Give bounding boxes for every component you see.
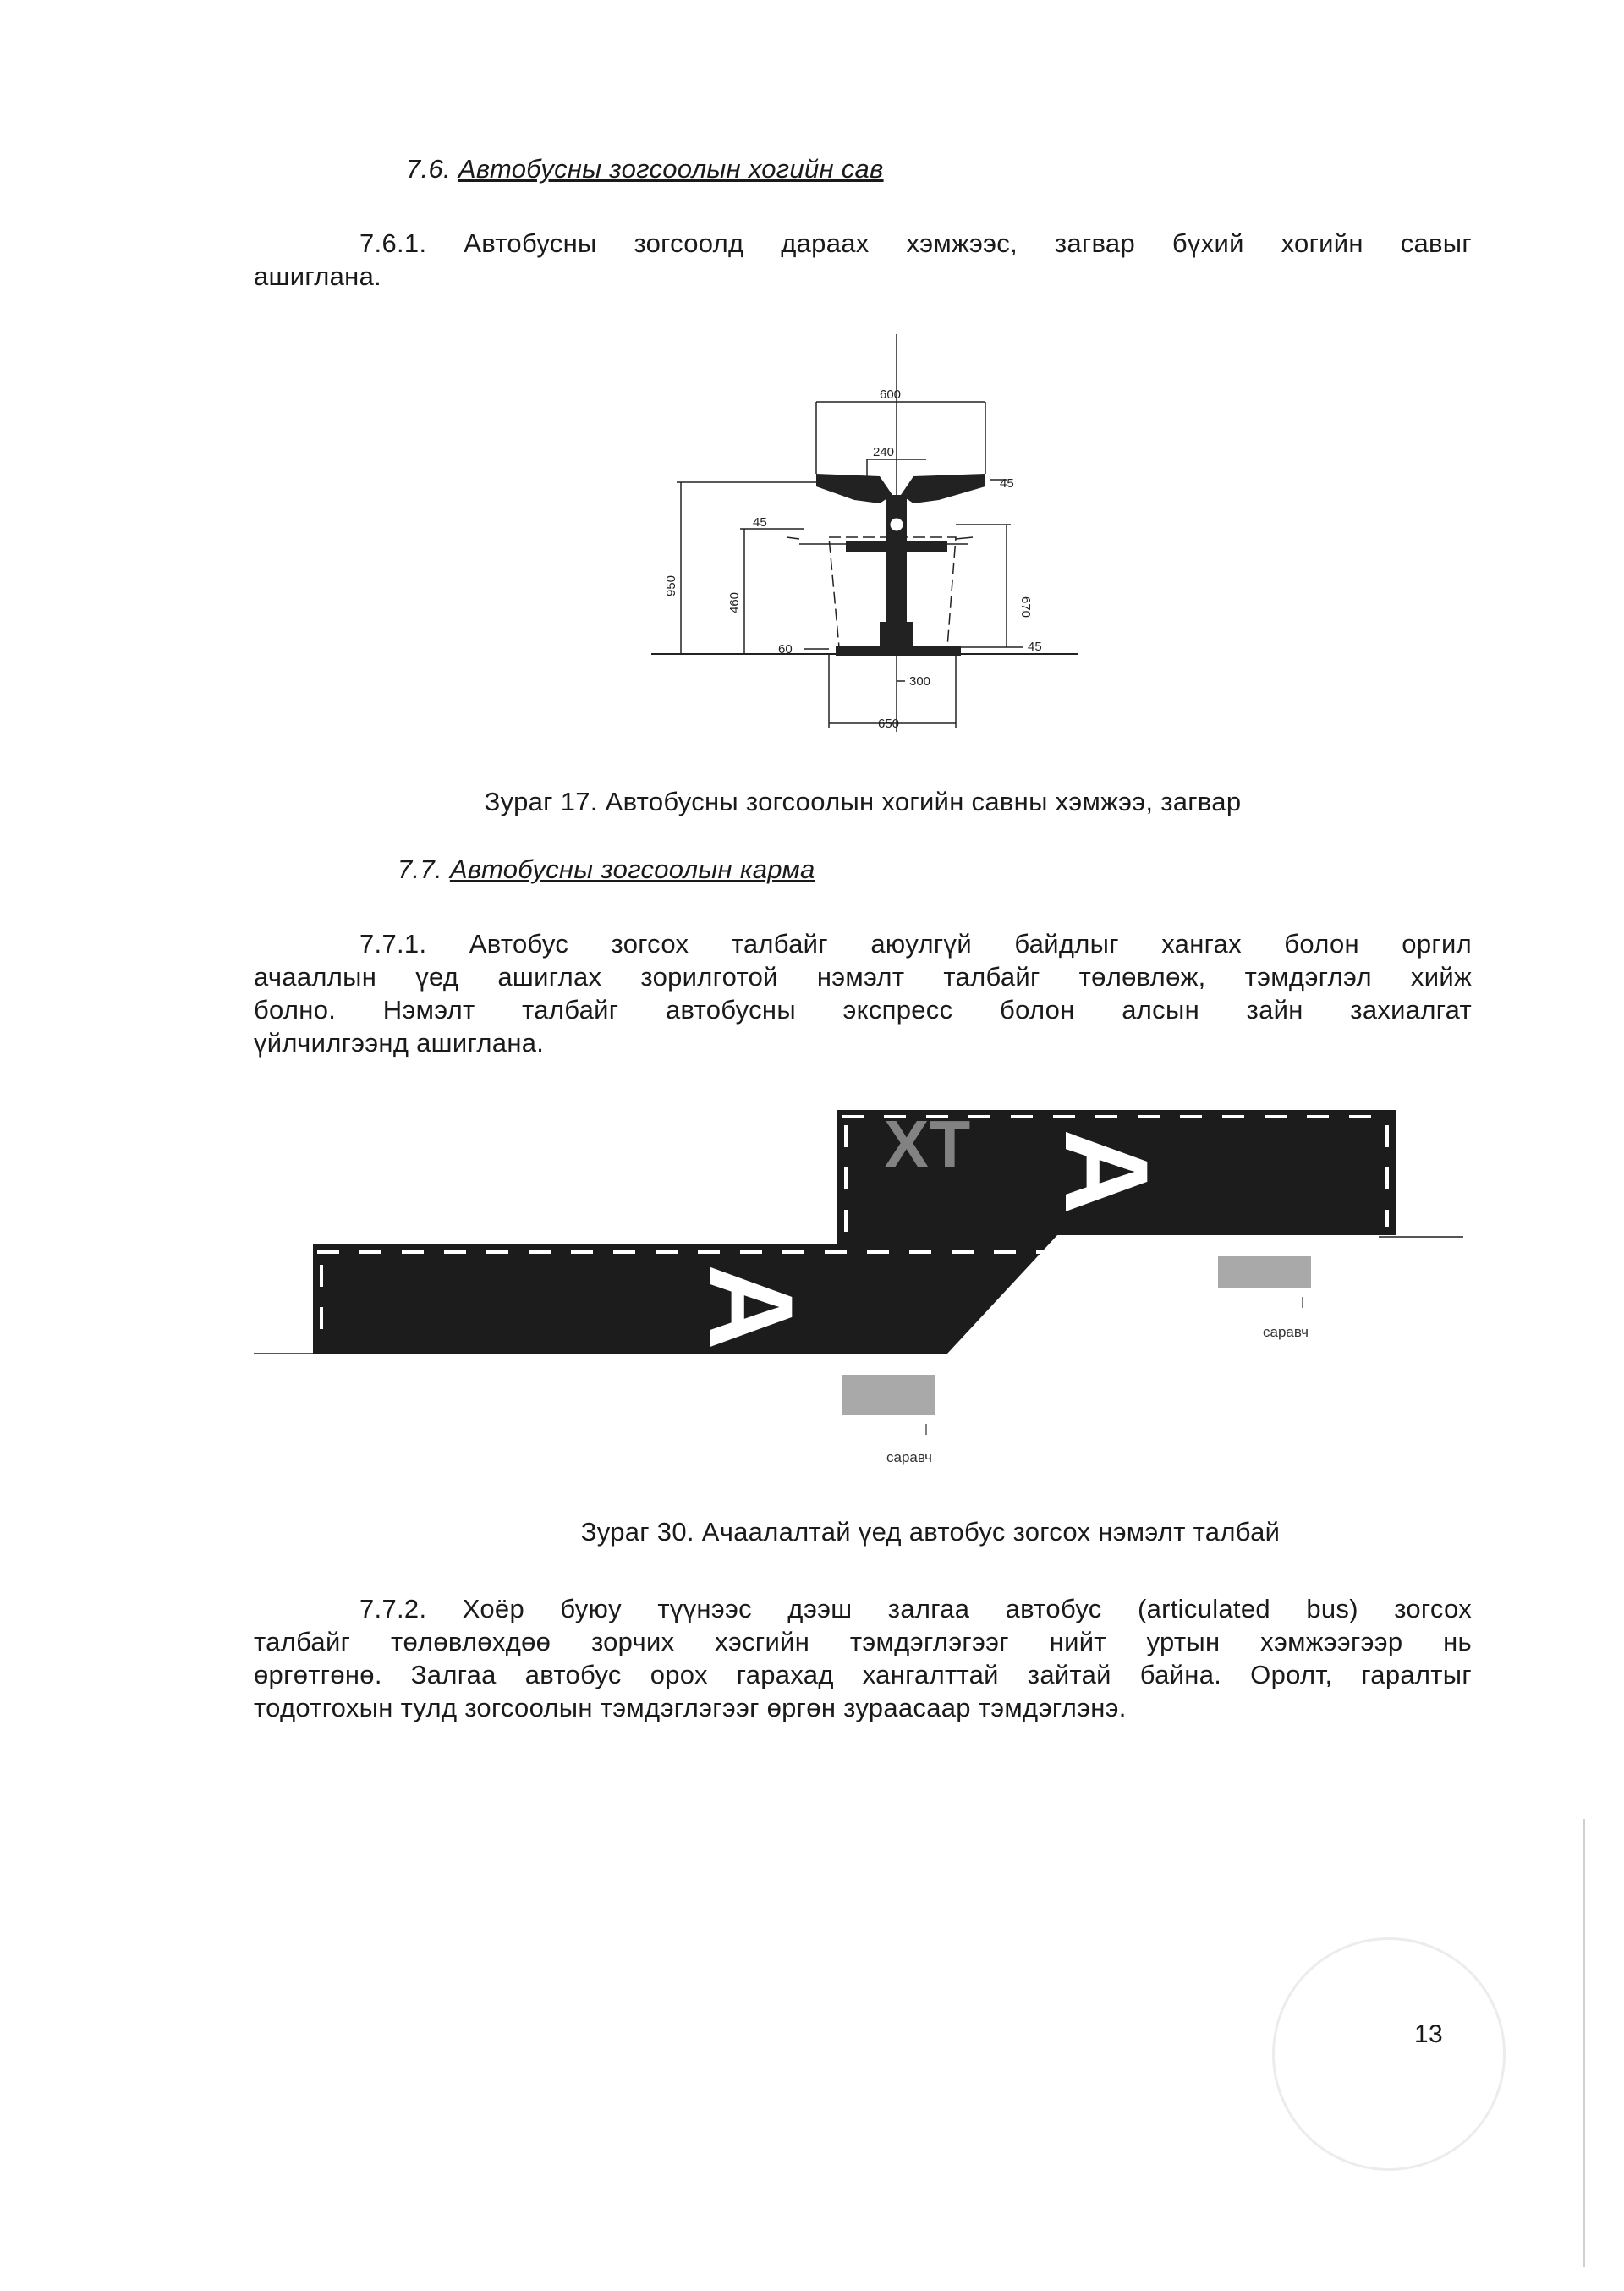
paragraph-line: 7.7.1. Автобус зогсох талбайг аюулгүй байдлыг хангах болон оргил xyxy=(359,929,1472,959)
shelter-label-left: саравч xyxy=(886,1449,932,1465)
dim-label: 670 xyxy=(1018,596,1033,618)
paragraph-line: үйлчилгээнд ашиглана. xyxy=(254,1028,545,1058)
section-number: 7.7. xyxy=(398,854,442,884)
paragraph-7-7-1 xyxy=(254,927,1472,1059)
paragraph-line: 7.7.2. Хоёр буюу түүнээс дээш залгаа автобус (articulated bus) зогсох xyxy=(359,1594,1472,1623)
dim-label: 460 xyxy=(727,591,742,613)
paragraph-line: өргөтгөнө. Залгаа автобус орох гарахад хангалттай зайтай байна. Оролт, гаралтыг xyxy=(254,1660,1472,1689)
paragraph-line: 7.6.1. Автобусны зогсоолд дараах хэмжээс, загвар бүхий хогийн савыг xyxy=(359,228,1472,258)
trash-bin-drawing xyxy=(651,334,1091,740)
road-surface xyxy=(313,1110,1396,1354)
section-heading-7-7 xyxy=(398,853,815,886)
section-heading-7-6 xyxy=(406,152,884,185)
paragraph-line: болно. Нэмэлт талбайг автобусны экспресс болон алсын зайн захиалгат xyxy=(254,995,1472,1025)
bus-bay-diagram xyxy=(245,1100,1489,1489)
shelter-label-right: саравч xyxy=(1263,1324,1309,1340)
paragraph-7-6-1 xyxy=(254,227,1472,293)
dim-label: 950 xyxy=(664,574,678,596)
dim-label: 600 xyxy=(880,387,902,402)
shelter-right xyxy=(1218,1256,1311,1288)
lane-letter-lower: A xyxy=(685,1264,818,1350)
lane-letter-upper: A xyxy=(1040,1129,1173,1215)
paragraph-line: ашиглана. xyxy=(254,261,382,291)
section-number: 7.6. xyxy=(406,154,451,184)
section-title: Автобусны зогсоолын хогийн сав xyxy=(458,154,884,184)
dim-label: 240 xyxy=(873,445,895,459)
section-title: Автобусны зогсоолын карма xyxy=(449,854,815,884)
page-number: 13 xyxy=(1414,2020,1443,2048)
figure-caption-17: Зураг 17. Автобусны зогсоолын хогийн савны хэмжээ, загвар xyxy=(484,787,1242,816)
watermark: XT xyxy=(884,1107,971,1182)
dim-label: 45 xyxy=(1028,640,1042,654)
scan-edge xyxy=(1583,1819,1585,2267)
figure-caption-30: Зураг 30. Ачаалалтай үед автобус зогсох нэмэлт талбай xyxy=(580,1517,1281,1547)
paragraph-line: талбайг төлөвлөхдөө зорчих хэсгийн тэмдэглэгээг нийт уртын хэмжээгээр нь xyxy=(254,1627,1472,1656)
paragraph-line: тодотгохын тулд зогсоолын тэмдэглэгээг өргөн зураасаар тэмдэглэнэ. xyxy=(254,1693,1127,1722)
paragraph-7-7-2 xyxy=(254,1592,1472,1724)
dim-label: 45 xyxy=(1000,476,1014,491)
dim-label: 60 xyxy=(778,642,793,657)
dim-label: 300 xyxy=(909,674,931,689)
shelter-left xyxy=(842,1375,935,1415)
paragraph-line: ачааллын үед ашиглах зорилготой нэмэлт талбайг төлөвлөж, тэмдэглэл хийж xyxy=(254,962,1472,992)
faint-stamp xyxy=(1272,1937,1506,2171)
dim-label: 650 xyxy=(878,717,900,731)
dim-label: 45 xyxy=(753,515,767,530)
